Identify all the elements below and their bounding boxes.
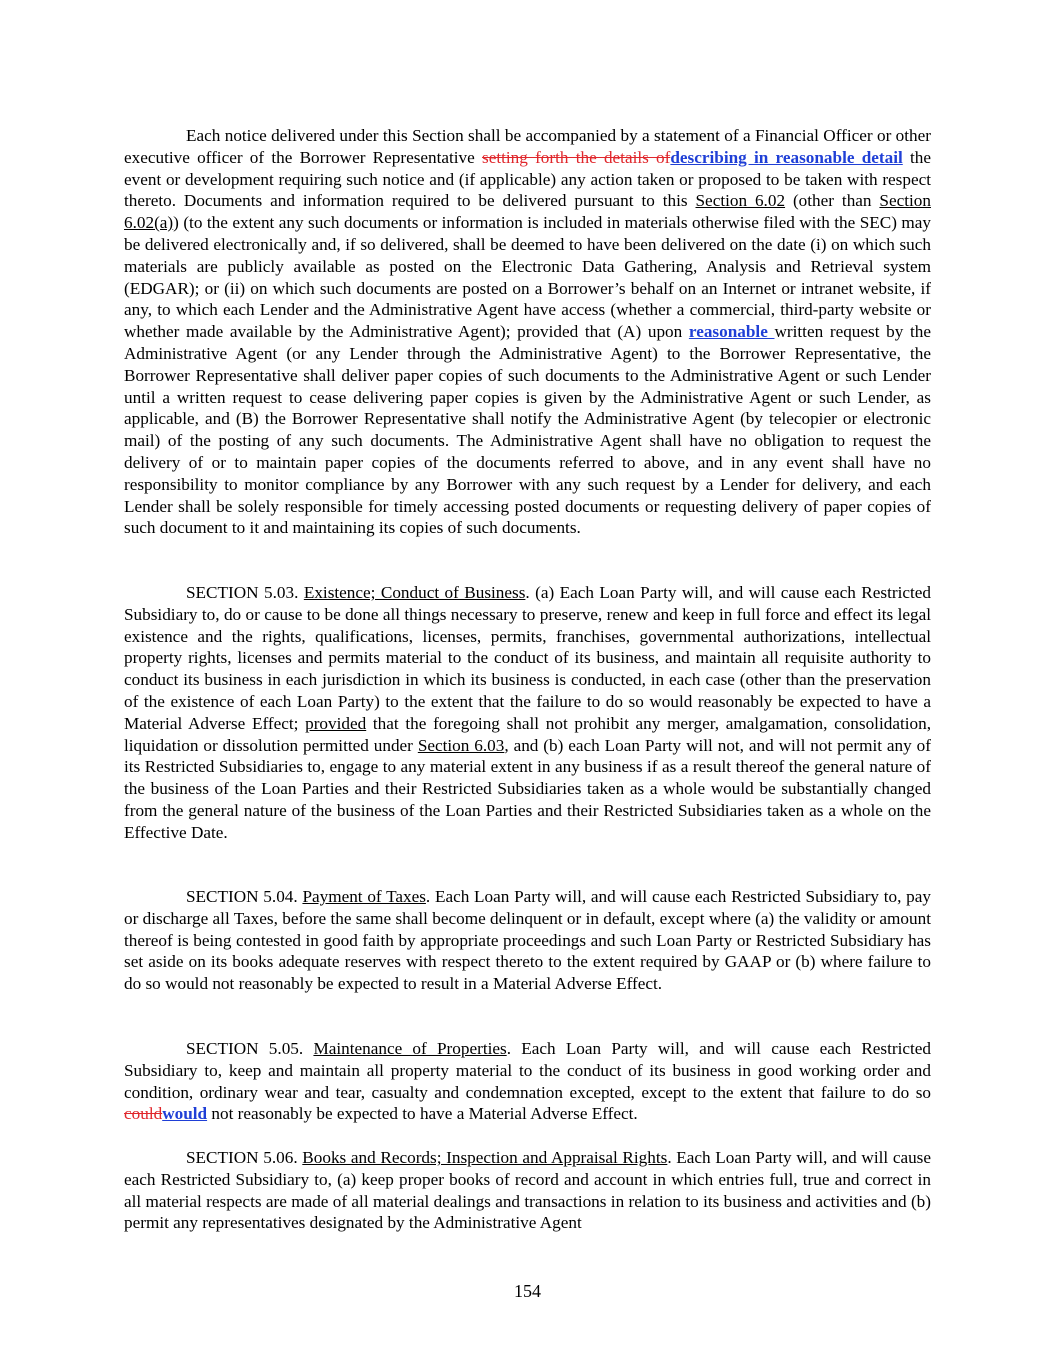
section-title: Books and Records; Inspection and Appraisal Rights (302, 1148, 668, 1167)
text-run: (other than (785, 191, 880, 211)
page-number: 154 (514, 1281, 541, 1301)
text-run: . (a) Each Loan Party will, and will cause each Restricted Subsidiary to, do or cause to be done all things necessary to preserve, renew and keep in full force and effect its legal existence and the rights, qualifications, licenses, permits, franchises, governmental authorizations, intellectual property rights, licenses and permits material to the conduct of its business, and maintain all requisite authority to conduct its business in each jurisdiction in which its business is conducted, in each case (other than the preservation of the existence of each Loan Party) to the extent that the failure to do so would reasonably be expected to have a Material Adverse Effect; (124, 583, 931, 733)
text-run: , and (b) each Loan Party will not, and will not permit any of its Restricted Subsidiaries to, engage to any material extent in any business if as a result thereof the general nature of the business of the Loan Parties and their Restricted Subsidiaries taken as a whole would be substantially changed from the general nature of the business of the Loan Parties and their Restricted Subsidiaries taken as a whole on the Effective Date. (124, 735, 931, 842)
text-run: the event or development requiring such notice and (if applicable) any action taken or proposed to be taken with respect thereto. Documents and information required to be delivered pursuant to this (124, 147, 932, 211)
section-title: Maintenance of Properties (313, 1039, 507, 1058)
inserted-text: would (162, 1104, 208, 1124)
text-run: ) (to the extent any such documents or information is included in materials otherwise filed with the SEC) may be delivered electronically and, if so delivered, shall be deemed to have been delivered on the date (i) on which such materials are publicly available as posted on the Electronic Data Gathering, Analysis and Retrieval system (EDGAR); or (ii) on which such documents are posted on a Borrower’s behalf on an Internet or intranet website, if any, to which each Lender and the Administrative Agent have access (whether a commercial, third-party website or whether made available by the Administrative Agent); provided that (A) upon (124, 213, 931, 342)
text-run: . Each Loan Party will, and will cause each Restricted Subsidiary to, keep and maintain all property material to the conduct of its business in good working order and condition, ordinary wear and tear, casualty and condemnation excepted, except to the extent that failure to do so (124, 1039, 932, 1102)
inserted-text: describing in reasonable detail (670, 147, 903, 167)
paragraph-section-5-04 (124, 886, 931, 995)
section-title: Existence; Conduct of Business (303, 583, 526, 602)
section-reference: Section 6.03 (417, 735, 505, 755)
text-run: Each notice delivered under this Section shall be accompanied by a statement of a Financial Officer or other executive officer of the Borrower Representative (124, 126, 931, 167)
paragraph-section-5-05 (124, 1038, 931, 1125)
section-reference: Section 6.02(a) (124, 191, 931, 233)
section-reference: Section 6.02 (695, 191, 786, 211)
section-heading: SECTION 5.06. (186, 1148, 298, 1167)
deleted-text: setting forth the details of (482, 147, 671, 167)
text-run: not reasonably be expected to have a Material Adverse Effect. (207, 1104, 638, 1124)
paragraph-section-5-03 (124, 582, 931, 844)
text-run: . Each Loan Party will, and will cause each Restricted Subsidiary to, (a) keep proper books of record and account in which entries full, true and correct in all material respects are made of all material dealings and transactions in relation to its business and activities and (b) permit any representatives designated by the Administrative Agent (124, 1148, 932, 1233)
section-heading: SECTION 5.03. (186, 583, 299, 602)
section-heading: SECTION 5.05. (186, 1039, 304, 1058)
paragraph-notice-statement (124, 125, 931, 539)
text-run: written request by the Administrative Agent (or any Lender through the Administrative Agent) to the Borrower Representative, the Borrower Representative shall deliver paper copies of such documents to the Administrative Agent or such Lender until a written request to cease delivering paper copies is given by the Administrative Agent or such Lender, as applicable, and (B) the Borrower Representative shall notify the Administrative Agent (by telecopier or electronic mail) of the posting of any such documents. The Administrative Agent shall have no obligation to request the delivery of or to maintain paper copies of the documents referred to above, and in any event shall have no responsibility to monitor compliance by any Borrower with any such request by a Lender for delivery, and each Lender shall be solely responsible for timely accessing posted documents or requesting delivery of paper copies of such document to it and maintaining its copies of such documents. (124, 322, 931, 538)
section-heading: SECTION 5.04. (186, 887, 298, 906)
provided-term: provided (305, 713, 367, 733)
section-title: Payment of Taxes (302, 887, 426, 906)
text-run: that the foregoing shall not prohibit any merger, amalgamation, consolidation, liquidation or dissolution permitted under (124, 713, 931, 755)
text-run: . Each Loan Party will, and will cause each Restricted Subsidiary to, pay or discharge all Taxes, before the same shall become delinquent or in default, except where (a) the validity or amount thereof is being contested in good faith by appropriate proceedings and such Loan Party or Restricted Subsidiary has set aside on its books adequate reserves with respect thereto to the extent required by GAAP or (b) where failure to do so would not reasonably be expected to result in a Material Adverse Effect. (124, 887, 931, 994)
inserted-text: reasonable (688, 322, 775, 342)
deleted-text: could (124, 1104, 163, 1124)
paragraph-section-5-06 (124, 1147, 931, 1234)
